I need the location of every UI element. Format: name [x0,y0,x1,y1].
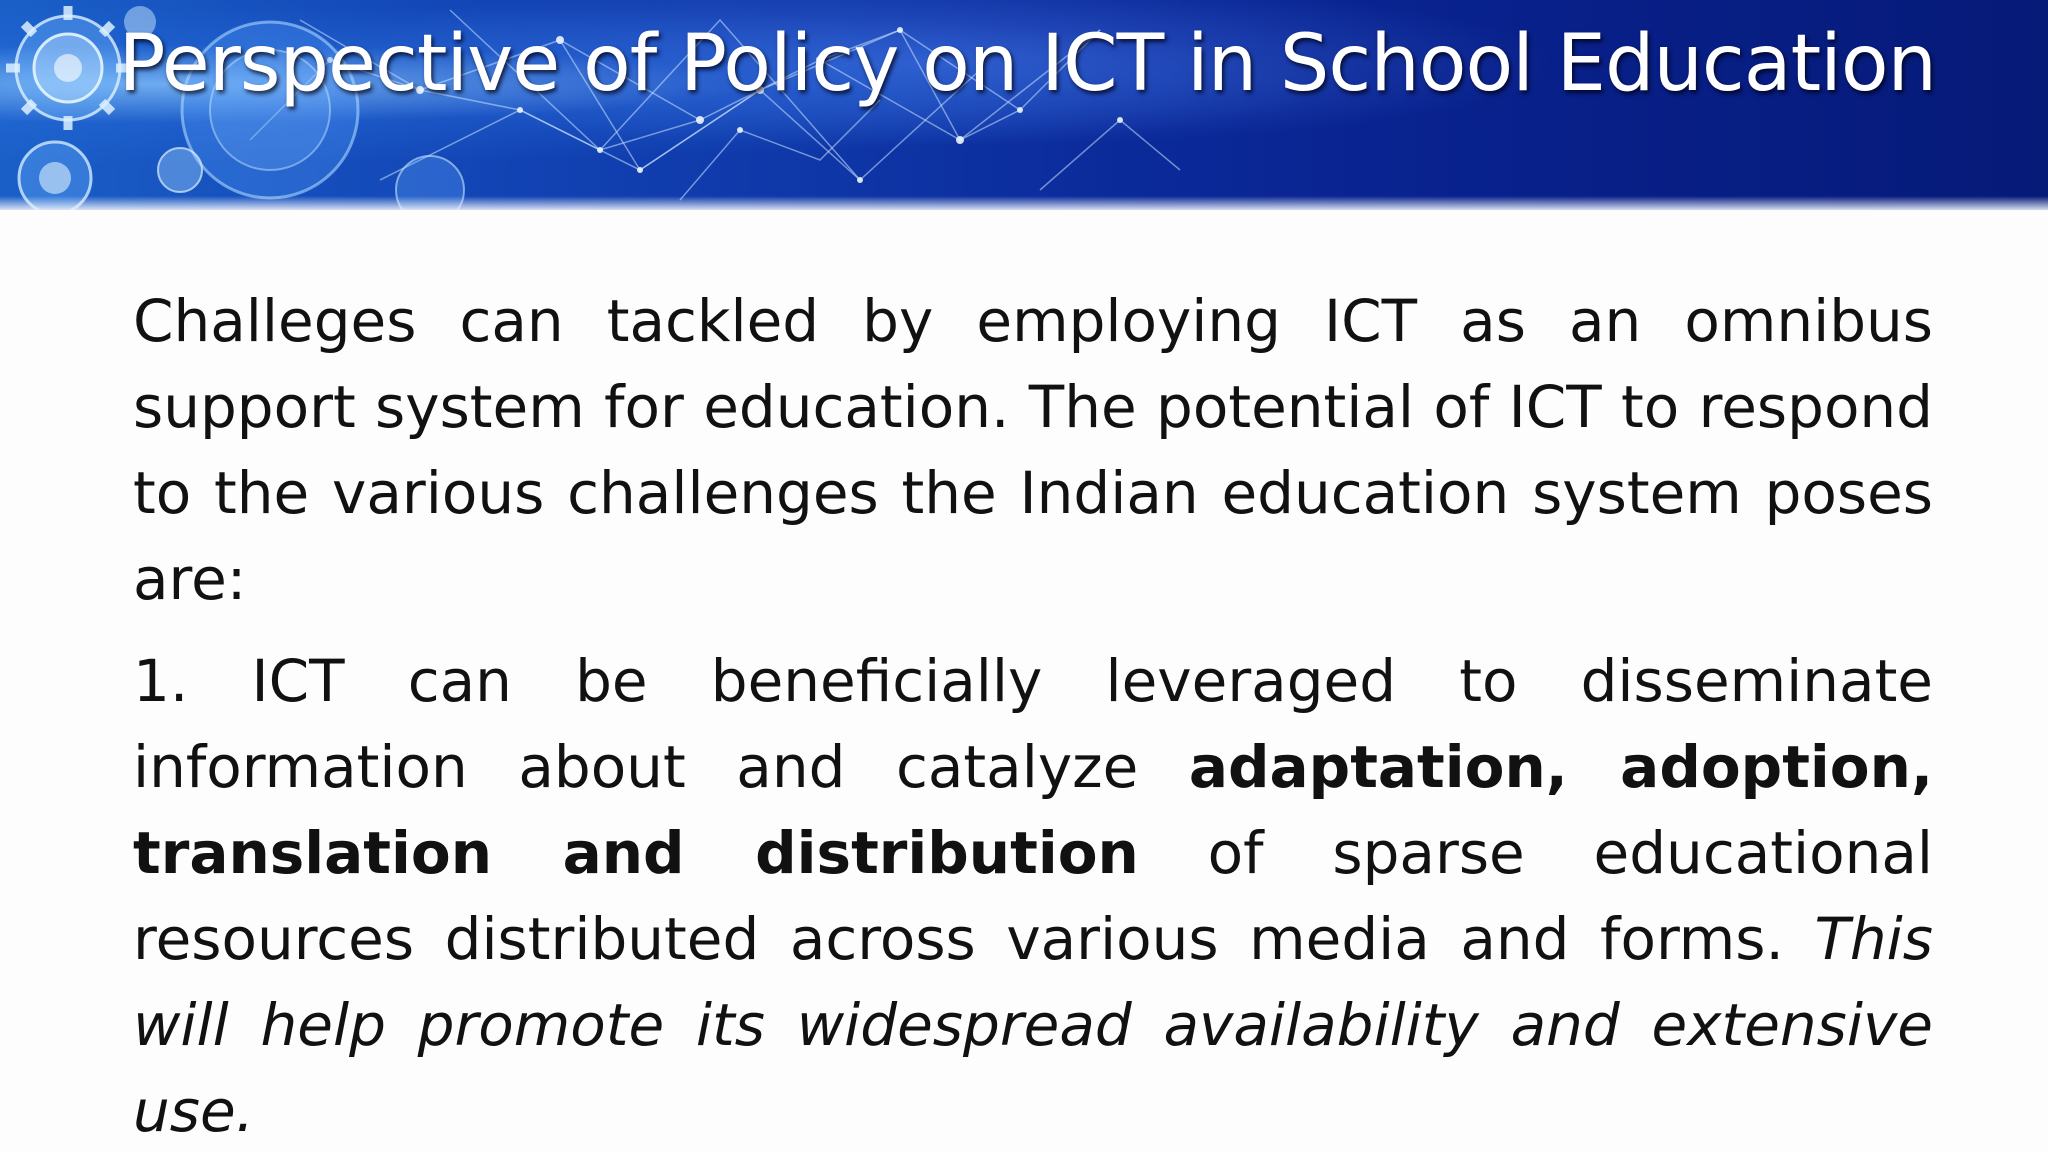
header-banner [0,0,2048,210]
point-1-paragraph [133,638,1933,1152]
slide-body [133,278,1933,1152]
point-1-text-middle: of sparse educational resources distributed across various media and forms. [133,819,1933,973]
point-1-text-before: 1. ICT can be beneficially leveraged to disseminate information about and catalyze [133,647,1933,801]
intro-paragraph: Challeges can tackled by employing ICT as an omnibus support system for education. The potential of ICT to respond to the various challenges the Indian education system poses are: [133,287,1933,613]
point-1-italic-text: This will help promote its widespread availability and extensive use. [133,905,1933,1145]
point-1-bold-terms: adaptation, adoption, translation and distribution [133,733,1933,887]
slide-title: Perspective of Policy on ICT in School Education [118,19,1936,109]
banner-divider [0,196,2048,210]
